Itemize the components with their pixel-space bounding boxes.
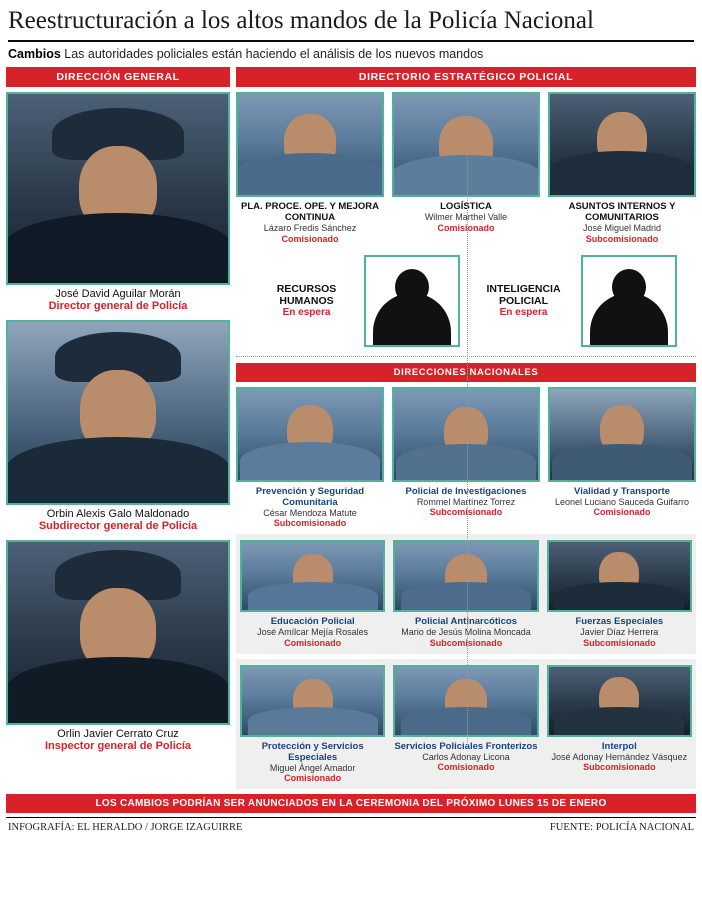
member-title: Policial Antinarcóticos bbox=[414, 616, 518, 627]
member-name: Miguel Ángel Amador bbox=[269, 762, 356, 773]
member-rank: Comisionado bbox=[284, 773, 342, 783]
pending-status: En espera bbox=[282, 307, 331, 318]
officer-name: Orbin Alexis Galo Maldonado bbox=[46, 508, 190, 520]
member-name: César Mendoza Matute bbox=[263, 507, 357, 518]
national-row-3 bbox=[236, 659, 696, 790]
direccion-general-column bbox=[6, 67, 230, 789]
member-photo bbox=[393, 540, 538, 612]
pending-member bbox=[472, 255, 677, 347]
member-title: Educación Policial bbox=[270, 616, 355, 627]
member-name: José Amílcar Mejía Rosales bbox=[257, 627, 369, 637]
member-rank: Subcomisionado bbox=[583, 762, 656, 772]
member-rank: Subcomisionado bbox=[585, 233, 659, 244]
member-title: Servicios Policiales Fronterizos bbox=[394, 740, 538, 752]
member-name: Javier Díaz Herrera bbox=[580, 627, 659, 637]
member-rank: Comisionado bbox=[437, 222, 495, 233]
national-member bbox=[236, 387, 384, 530]
strategic-member bbox=[548, 92, 696, 245]
section-divider bbox=[236, 356, 696, 357]
national-member bbox=[548, 387, 696, 530]
national-member bbox=[240, 540, 385, 649]
officer-name: José David Aguilar Morán bbox=[55, 288, 181, 300]
officer-name: Orlin Javier Cerrato Cruz bbox=[57, 728, 179, 740]
member-title: ASUNTOS INTERNOS Y COMUNITARIOS bbox=[568, 201, 676, 223]
member-title: LOGÍSTICA bbox=[440, 201, 492, 212]
member-rank: Comisionado bbox=[437, 762, 495, 772]
direccion-general-bar: DIRECCIÓN GENERAL bbox=[6, 67, 230, 87]
officer-card bbox=[6, 92, 230, 314]
footer-bar: LOS CAMBIOS PODRÍAN SER ANUNCIADOS EN LA CEREMONIA DEL PRÓXIMO LUNES 15 DE ENERO bbox=[6, 794, 696, 813]
silhouette-icon bbox=[364, 255, 460, 347]
member-photo bbox=[236, 387, 384, 482]
member-rank: Comisionado bbox=[281, 233, 339, 244]
member-rank: Subcomisionado bbox=[273, 518, 347, 528]
direcciones-nacionales-bar: DIRECCIONES NACIONALES bbox=[236, 363, 696, 382]
right-column bbox=[236, 67, 696, 789]
member-photo bbox=[548, 92, 696, 197]
directorio-estrategico-bar: DIRECTORIO ESTRATÉGICO POLICIAL bbox=[236, 67, 696, 87]
pending-row bbox=[236, 255, 696, 347]
member-rank: Comisionado bbox=[593, 507, 651, 517]
member-photo bbox=[393, 665, 538, 737]
officer-photo bbox=[6, 540, 230, 725]
member-photo bbox=[240, 540, 385, 612]
national-row-1 bbox=[236, 387, 696, 530]
member-photo bbox=[547, 665, 692, 737]
member-name: Rommel Martínez Torrez bbox=[416, 496, 516, 507]
member-rank: Comisionado bbox=[284, 637, 342, 648]
national-member bbox=[393, 665, 538, 785]
officer-role: Director general de Policía bbox=[48, 300, 188, 312]
subtitle-label: Cambios bbox=[8, 47, 61, 61]
member-rank: Subcomisionado bbox=[429, 507, 503, 517]
member-name: José Miguel Madrid bbox=[582, 223, 662, 233]
content-columns bbox=[6, 67, 696, 789]
national-member bbox=[547, 540, 692, 649]
member-title: Prevención y Seguridad Comunitaria bbox=[255, 485, 365, 508]
national-member bbox=[392, 387, 540, 530]
pending-status: En espera bbox=[499, 307, 548, 318]
member-title: Protección y Servicios Especiales bbox=[261, 740, 364, 763]
silhouette-icon bbox=[581, 255, 677, 347]
member-title: Policial de Investigaciones bbox=[405, 485, 527, 497]
member-photo bbox=[240, 665, 385, 737]
officer-photo bbox=[6, 92, 230, 285]
officer-card bbox=[6, 320, 230, 534]
pending-title: RECURSOS HUMANOS bbox=[276, 283, 337, 307]
subtitle-text: Las autoridades policiales están haciendo el análisis de los nuevos mandos bbox=[60, 47, 484, 61]
page-title: Reestructuración a los altos mandos de la Policía Nacional bbox=[8, 7, 594, 34]
member-rank: Subcomisionado bbox=[429, 637, 503, 648]
strategic-member bbox=[392, 92, 540, 245]
member-title: Fuerzas Especiales bbox=[575, 616, 664, 627]
member-title: Interpol bbox=[601, 740, 637, 752]
credits bbox=[6, 817, 696, 833]
member-name: Wilmer Marthel Valle bbox=[424, 212, 508, 222]
officer-photo bbox=[6, 320, 230, 505]
member-photo bbox=[392, 92, 540, 197]
column-divider bbox=[467, 153, 468, 745]
member-title: Vialidad y Transporte bbox=[574, 485, 670, 497]
officer-role: Inspector general de Policía bbox=[44, 740, 192, 752]
member-title: PLA. PROCE. OPE. Y MEJORA CONTINUA bbox=[241, 201, 379, 223]
national-row-2 bbox=[236, 534, 696, 654]
member-name: Leonel Luciano Sauceda Guifarro bbox=[554, 496, 690, 507]
pending-title: INTELIGENCIA POLICIAL bbox=[486, 283, 561, 307]
officer-card bbox=[6, 540, 230, 754]
strategic-grid bbox=[236, 92, 696, 245]
member-photo bbox=[236, 92, 384, 197]
page-subtitle bbox=[6, 42, 696, 67]
credit-left: INFOGRAFÍA: EL HERALDO / JORGE IZAGUIRRE bbox=[8, 822, 243, 833]
member-name: José Adonay Hernández Vásquez bbox=[551, 751, 688, 762]
member-photo bbox=[392, 387, 540, 482]
member-name: Lázaro Fredis Sánchez bbox=[263, 223, 357, 233]
member-photo bbox=[547, 540, 692, 612]
national-member bbox=[547, 665, 692, 785]
national-member bbox=[393, 540, 538, 649]
member-photo bbox=[548, 387, 696, 482]
member-name: Mario de Jesús Molina Moncada bbox=[401, 627, 531, 637]
strategic-member bbox=[236, 92, 384, 245]
member-name: Carlos Adonay Licona bbox=[422, 751, 510, 762]
credit-right: FUENTE: POLICÍA NACIONAL bbox=[549, 822, 694, 833]
member-rank: Subcomisionado bbox=[583, 637, 656, 648]
officer-role: Subdirector general de Policía bbox=[38, 520, 198, 532]
pending-member bbox=[255, 255, 460, 347]
national-member bbox=[240, 665, 385, 785]
